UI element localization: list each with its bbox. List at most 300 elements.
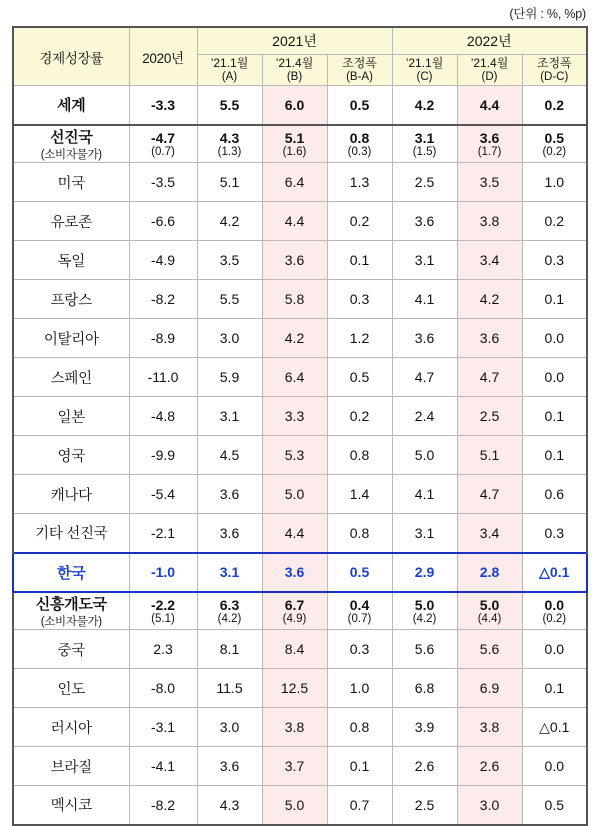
- table-cell: [392, 669, 457, 708]
- table-cell: [129, 397, 197, 436]
- cell-value: 0.5: [349, 564, 370, 580]
- header-2021-diff-l1: 조정폭: [342, 56, 377, 70]
- cell-value: 5.1: [284, 129, 305, 146]
- table-cell: [129, 125, 197, 163]
- cell-value: 0.1: [544, 408, 564, 424]
- cell-value: 0.0: [544, 596, 564, 613]
- table-cell: [327, 747, 392, 786]
- cell-value: 6.8: [414, 680, 435, 696]
- cell-value: 0.0: [544, 330, 564, 346]
- cell-value: △0.1: [539, 563, 570, 580]
- table-row: [13, 669, 587, 708]
- table-cell: [457, 241, 522, 280]
- cell-value: 1.0: [349, 680, 370, 696]
- cell-value: -8.2: [150, 291, 176, 307]
- cell-value: 5.0: [479, 596, 500, 613]
- cell-value: 3.0: [219, 330, 240, 346]
- table-cell: [262, 592, 327, 630]
- table-cell: [129, 708, 197, 747]
- table-cell: [457, 397, 522, 436]
- table-cell: [522, 163, 587, 202]
- cell-value: 1.0: [544, 174, 564, 190]
- cell-value: -8.0: [150, 680, 176, 696]
- cell-value: -1.0: [150, 564, 176, 580]
- table-cell: [197, 319, 262, 358]
- cell-value: 5.5: [219, 291, 240, 307]
- table-cell: [457, 202, 522, 241]
- table-cell: [392, 202, 457, 241]
- table-cell: [327, 514, 392, 553]
- cell-value: 6.0: [284, 96, 305, 113]
- table-cell: [129, 319, 197, 358]
- economic-growth-table: [12, 26, 588, 826]
- cell-value: -2.2: [150, 596, 176, 613]
- row-label: [13, 358, 129, 397]
- row-label-text: 신흥개도국: [35, 595, 107, 613]
- table-cell: [457, 514, 522, 553]
- cell-value: 2.6: [414, 758, 435, 774]
- cell-value: 0.5: [349, 369, 370, 385]
- header-2022-jan-l2: (C): [416, 71, 433, 83]
- table-cell: [197, 514, 262, 553]
- row-label-text: 프랑스: [50, 292, 92, 309]
- table-cell: [457, 280, 522, 319]
- cell-value: -3.1: [150, 719, 176, 735]
- cell-value: 12.5: [280, 680, 309, 696]
- table-cell: [262, 630, 327, 669]
- table-cell: [262, 669, 327, 708]
- table-cell: [197, 397, 262, 436]
- table-cell: [457, 630, 522, 669]
- table-cell: [392, 708, 457, 747]
- cell-value: -4.1: [150, 758, 176, 774]
- row-label-text: 세계: [57, 97, 86, 115]
- cell-value: 5.6: [479, 641, 500, 657]
- cell-value: 0.1: [544, 291, 564, 307]
- table-cell: [522, 747, 587, 786]
- cell-value: 0.0: [544, 369, 564, 385]
- table-cell: [457, 708, 522, 747]
- table-cell: [522, 630, 587, 669]
- cell-value: 3.1: [219, 408, 240, 424]
- table-cell: [262, 553, 327, 592]
- table-cell: [522, 280, 587, 319]
- table-cell: [327, 708, 392, 747]
- table-row: [13, 436, 587, 475]
- table-row: [13, 358, 587, 397]
- table-cell: [392, 475, 457, 514]
- table-row: [13, 163, 587, 202]
- row-label: [13, 280, 129, 319]
- cell-value: 0.3: [349, 291, 370, 307]
- table-cell: [197, 125, 262, 163]
- table-cell: [262, 514, 327, 553]
- row-label: [13, 553, 129, 592]
- row-label-text: 이탈리아: [43, 331, 99, 348]
- table-cell: [327, 86, 392, 125]
- cell-subvalue: (5.1): [151, 612, 175, 625]
- cell-subvalue: (0.7): [151, 145, 175, 158]
- cell-value: 8.4: [284, 641, 305, 657]
- cell-value: 0.8: [349, 447, 370, 463]
- cell-value: 3.6: [284, 564, 305, 580]
- table-cell: [392, 630, 457, 669]
- cell-value: -8.9: [150, 330, 176, 346]
- table-cell: [392, 319, 457, 358]
- cell-value: 4.2: [219, 213, 240, 229]
- table-cell: [327, 786, 392, 825]
- cell-value: 5.1: [479, 447, 500, 463]
- table-cell: [457, 125, 522, 163]
- cell-value: 2.8: [479, 564, 500, 580]
- table-cell: [197, 163, 262, 202]
- table-cell: [129, 786, 197, 825]
- cell-value: 5.3: [284, 447, 305, 463]
- table-cell: [327, 475, 392, 514]
- cell-value: 6.3: [219, 596, 240, 613]
- table-cell: [262, 86, 327, 125]
- cell-value: 4.4: [284, 213, 305, 229]
- table-cell: [129, 669, 197, 708]
- cell-value: 6.4: [284, 174, 305, 190]
- cell-value: 4.1: [414, 486, 435, 502]
- table-row: [13, 280, 587, 319]
- cell-subvalue: (0.2): [542, 145, 567, 158]
- table-cell: [262, 241, 327, 280]
- row-label-text: 미국: [57, 175, 85, 192]
- cell-value: 3.1: [414, 524, 435, 541]
- cell-value: 0.3: [349, 641, 370, 657]
- header-2021-jan: [197, 55, 262, 86]
- table-cell: [129, 280, 197, 319]
- cell-value: 2.9: [414, 564, 435, 580]
- cell-value: 3.6: [219, 486, 240, 502]
- table-cell: [522, 358, 587, 397]
- cell-value: 0.2: [349, 213, 370, 229]
- table-cell: [392, 241, 457, 280]
- row-label: [13, 475, 129, 514]
- cell-value: 3.6: [479, 129, 500, 146]
- cell-value: 0.5: [544, 129, 564, 146]
- cell-value: 5.8: [284, 291, 305, 307]
- table-cell: [392, 358, 457, 397]
- cell-value: 6.7: [284, 596, 305, 613]
- table-row: [13, 125, 587, 163]
- row-label: [13, 592, 129, 630]
- table-cell: [457, 163, 522, 202]
- cell-value: 0.0: [544, 758, 564, 774]
- table-cell: [392, 553, 457, 592]
- cell-subvalue: (1.6): [282, 145, 307, 158]
- cell-value: 4.7: [479, 486, 500, 502]
- cell-value: 3.5: [219, 252, 240, 268]
- table-cell: [522, 786, 587, 825]
- table-cell: [392, 280, 457, 319]
- cell-value: -3.3: [150, 96, 176, 113]
- table-row: [13, 202, 587, 241]
- cell-value: 0.8: [349, 719, 370, 735]
- row-label: [13, 630, 129, 669]
- header-2022-jan: [392, 55, 457, 86]
- table-cell: [197, 747, 262, 786]
- cell-value: 3.0: [479, 796, 500, 813]
- table-cell: [522, 436, 587, 475]
- row-label: [13, 241, 129, 280]
- cell-value: 0.2: [544, 213, 564, 229]
- table-cell: [457, 86, 522, 125]
- cell-value: 3.6: [219, 524, 240, 541]
- cell-value: 4.7: [414, 369, 435, 385]
- header-col-2020: 2020년: [129, 27, 197, 86]
- cell-subvalue: (0.7): [347, 612, 372, 625]
- cell-value: 5.0: [414, 596, 435, 613]
- table-cell: [457, 553, 522, 592]
- table-cell: [129, 630, 197, 669]
- table-cell: [392, 397, 457, 436]
- table-cell: [327, 125, 392, 163]
- table-cell: [262, 202, 327, 241]
- row-label-text: 기타 선진국: [35, 526, 108, 543]
- cell-value: 8.1: [219, 641, 240, 657]
- table-cell: [129, 747, 197, 786]
- table-row: [13, 475, 587, 514]
- header-2022-diff-l2: (D-C): [540, 71, 569, 83]
- row-label-text: 캐나다: [50, 487, 92, 504]
- cell-value: 3.6: [219, 758, 240, 774]
- cell-value: 2.6: [479, 758, 500, 774]
- cell-value: 11.5: [216, 680, 243, 696]
- cell-value: 3.1: [414, 252, 435, 268]
- cell-value: 2.5: [414, 174, 435, 190]
- cell-value: 3.6: [414, 213, 435, 229]
- table-cell: [327, 669, 392, 708]
- table-cell: [522, 397, 587, 436]
- cell-value: 3.7: [284, 758, 305, 774]
- cell-value: 3.8: [284, 719, 305, 735]
- row-label: [13, 436, 129, 475]
- table-cell: [197, 86, 262, 125]
- cell-value: 3.3: [284, 408, 305, 424]
- table-cell: [327, 592, 392, 630]
- cell-value: 5.0: [414, 447, 435, 463]
- table-cell: [327, 319, 392, 358]
- cell-value: 0.0: [544, 641, 564, 657]
- table-cell: [457, 436, 522, 475]
- row-label-text: 멕시코: [50, 798, 92, 815]
- table-row: [13, 786, 587, 825]
- cell-value: 3.8: [479, 213, 500, 229]
- cell-value: -4.7: [150, 129, 176, 146]
- table-cell: [197, 241, 262, 280]
- cell-value: 3.0: [219, 719, 240, 735]
- table-cell: [197, 202, 262, 241]
- table-cell: [197, 669, 262, 708]
- table-cell: [262, 436, 327, 475]
- table-cell: [522, 125, 587, 163]
- cell-value: 0.8: [349, 129, 370, 146]
- cell-value: 3.6: [479, 330, 500, 346]
- cell-value: 5.1: [219, 174, 240, 190]
- cell-value: 5.9: [219, 369, 240, 385]
- cell-subvalue: (4.2): [217, 612, 242, 625]
- table-cell: [197, 786, 262, 825]
- cell-value: 4.2: [414, 96, 435, 113]
- header-2022-diff: [522, 55, 587, 86]
- cell-subvalue: (4.2): [412, 612, 437, 625]
- table-row: [13, 86, 587, 125]
- table-cell: [262, 163, 327, 202]
- cell-value: 4.3: [219, 796, 240, 813]
- table-cell: [129, 358, 197, 397]
- table-cell: [457, 747, 522, 786]
- table-cell: [522, 319, 587, 358]
- cell-value: 1.4: [349, 486, 370, 502]
- row-label-text: 러시아: [50, 720, 92, 737]
- table-cell: [522, 202, 587, 241]
- row-label: [13, 86, 129, 125]
- cell-value: 3.4: [479, 252, 500, 268]
- cell-value: 4.2: [479, 291, 500, 307]
- row-label-text: 영국: [57, 448, 85, 465]
- cell-value: 3.1: [219, 564, 240, 580]
- cell-value: 4.7: [479, 369, 500, 385]
- table-row: [13, 241, 587, 280]
- cell-subvalue: (4.4): [477, 612, 502, 625]
- row-label-text: 스페인: [50, 370, 92, 387]
- table-cell: [129, 475, 197, 514]
- table-cell: [129, 436, 197, 475]
- row-label-subtext: (소비자물가): [40, 615, 102, 628]
- table-cell: [392, 592, 457, 630]
- cell-subvalue: (1.5): [412, 145, 437, 158]
- table-cell: [129, 86, 197, 125]
- table-cell: [197, 358, 262, 397]
- cell-value: 4.3: [219, 129, 240, 146]
- cell-value: 3.8: [479, 719, 500, 735]
- table-cell: [522, 669, 587, 708]
- cell-value: 4.4: [479, 96, 500, 113]
- row-label: [13, 786, 129, 825]
- table-cell: [522, 553, 587, 592]
- table-cell: [522, 708, 587, 747]
- header-2021-diff: [327, 55, 392, 86]
- cell-value: 0.2: [349, 408, 370, 424]
- table-cell: [327, 397, 392, 436]
- cell-value: 6.4: [284, 369, 305, 385]
- table-cell: [262, 747, 327, 786]
- table-row: [13, 553, 587, 592]
- row-label-text: 독일: [57, 253, 85, 270]
- cell-value: 0.1: [349, 252, 370, 268]
- cell-value: 2.4: [414, 408, 435, 424]
- cell-value: 0.5: [349, 96, 370, 113]
- table-cell: [327, 280, 392, 319]
- cell-value: -4.8: [150, 408, 176, 424]
- table-row: [13, 630, 587, 669]
- table-header: [13, 27, 587, 86]
- header-2021-diff-l2: (B-A): [346, 71, 373, 83]
- cell-value: 3.6: [414, 330, 435, 346]
- header-group-2021: 2021년: [197, 27, 392, 55]
- table-cell: [457, 475, 522, 514]
- cell-value: 5.0: [284, 486, 305, 502]
- cell-value: 2.3: [153, 641, 173, 657]
- table-cell: [522, 86, 587, 125]
- header-2022-jan-l1: ’21.1월: [405, 56, 444, 70]
- cell-value: 5.0: [284, 796, 305, 813]
- table-cell: [327, 202, 392, 241]
- unit-note: (단위 : %, %p): [509, 7, 586, 21]
- cell-value: -6.6: [150, 213, 176, 229]
- cell-value: 1.3: [349, 174, 370, 190]
- table-cell: [327, 163, 392, 202]
- table-cell: [262, 708, 327, 747]
- cell-value: 4.4: [284, 524, 305, 541]
- table-cell: [197, 630, 262, 669]
- table-cell: [392, 786, 457, 825]
- row-label: [13, 319, 129, 358]
- cell-value: △0.1: [539, 718, 570, 735]
- cell-subvalue: (1.3): [217, 145, 242, 158]
- table-cell: [457, 669, 522, 708]
- cell-value: -3.5: [150, 174, 176, 190]
- table-cell: [262, 397, 327, 436]
- cell-value: 0.8: [349, 524, 370, 541]
- row-label-text: 중국: [57, 642, 85, 659]
- table-cell: [392, 514, 457, 553]
- row-label: [13, 202, 129, 241]
- cell-value: 0.1: [349, 758, 370, 774]
- cell-subvalue: (1.7): [477, 145, 502, 158]
- table-cell: [197, 553, 262, 592]
- table-cell: [262, 786, 327, 825]
- table-cell: [522, 592, 587, 630]
- cell-value: 0.7: [349, 796, 370, 813]
- table-body: [13, 86, 587, 825]
- table-cell: [129, 553, 197, 592]
- header-2022-diff-l1: 조정폭: [536, 56, 572, 70]
- header-2021-apr-l2: (B): [286, 71, 303, 83]
- cell-subvalue: (0.3): [347, 145, 372, 158]
- table-cell: [522, 514, 587, 553]
- table-cell: [262, 125, 327, 163]
- row-label-text: 한국: [57, 564, 86, 582]
- cell-value: 5.6: [414, 641, 435, 657]
- cell-value: 3.4: [479, 524, 500, 541]
- cell-value: 2.5: [479, 408, 500, 424]
- row-label: [13, 163, 129, 202]
- cell-subvalue: (0.2): [542, 612, 567, 625]
- header-2021-apr-l1: ’21.4월: [275, 56, 314, 70]
- table-cell: [522, 241, 587, 280]
- table-cell: [262, 319, 327, 358]
- row-label: [13, 125, 129, 163]
- header-2022-apr: [457, 55, 522, 86]
- table-cell: [262, 280, 327, 319]
- table-cell: [129, 241, 197, 280]
- cell-value: 0.4: [349, 596, 370, 613]
- cell-value: 6.9: [479, 680, 500, 696]
- row-label-text: 일본: [57, 409, 85, 426]
- table-cell: [129, 163, 197, 202]
- cell-value: 3.9: [414, 719, 435, 735]
- cell-value: 3.1: [414, 129, 435, 146]
- table-cell: [262, 358, 327, 397]
- table-cell: [327, 630, 392, 669]
- row-label: [13, 669, 129, 708]
- cell-value: -8.2: [150, 796, 176, 813]
- cell-subvalue: (4.9): [282, 612, 307, 625]
